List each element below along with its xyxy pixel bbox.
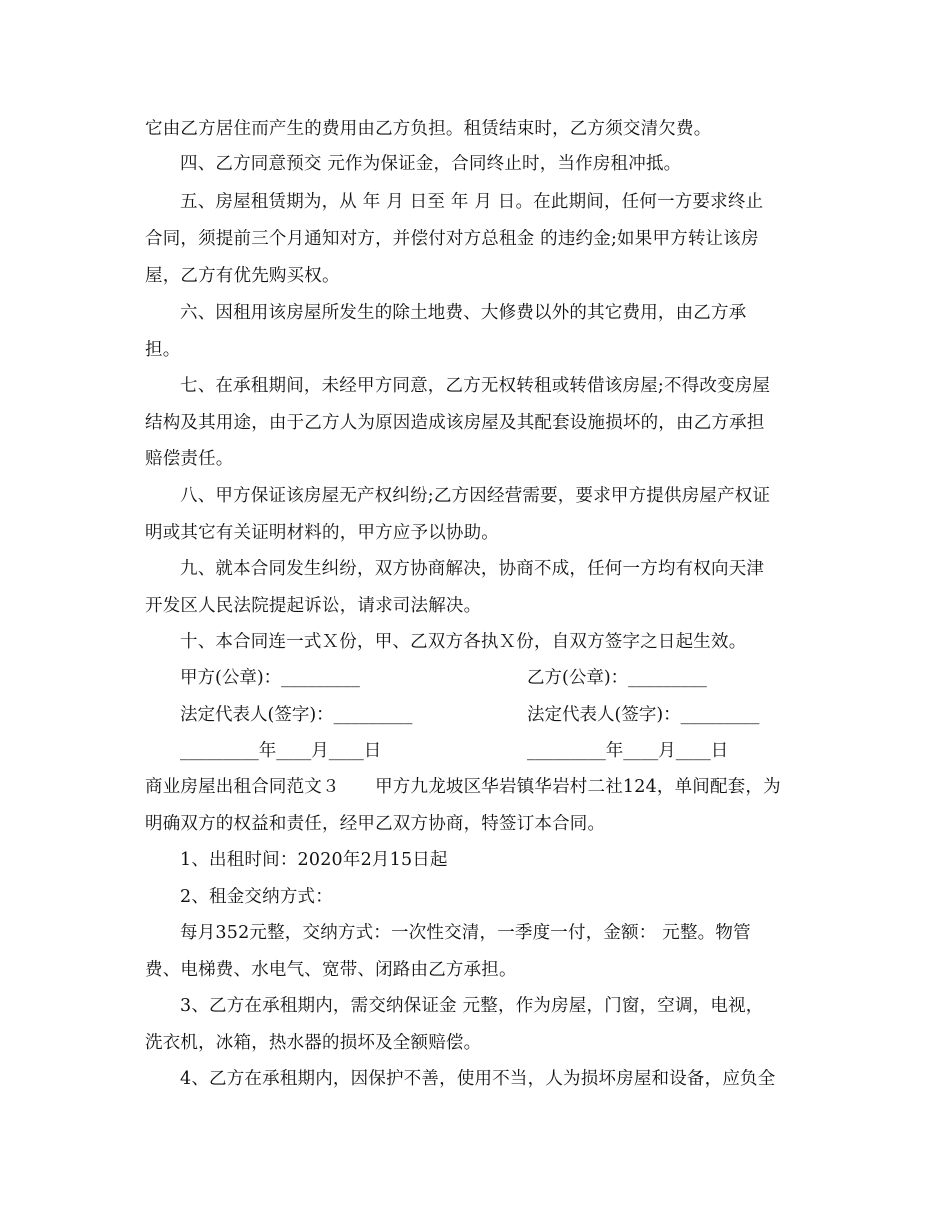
text-line: 1、出租时间：2020年2月15日起 — [180, 850, 448, 870]
text-line: 洗衣机，冰箱，热水器的损坏及全额赔偿。 — [145, 1033, 482, 1053]
party-b-seal: 乙方(公章)：_________ — [527, 668, 707, 688]
text-line: 四、乙方同意预交 元作为保证金，合同终止时，当作房租冲抵。 — [180, 154, 682, 174]
text-line: 明确双方的权益和责任，经甲乙双方协商，特签订本合同。 — [145, 814, 606, 834]
party-a-date: _________年____月____日 — [180, 741, 382, 761]
text-line: 八、甲方保证该房屋无产权纠纷;乙方因经营需要，要求甲方提供房屋产权证 — [180, 486, 771, 506]
text-line: 九、就本合同发生纠纷，双方协商解决，协商不成，任何一方均有权向天津 — [180, 559, 765, 579]
text-line: 屋，乙方有优先购买权。 — [145, 266, 340, 286]
text-line: 担。 — [145, 340, 181, 360]
text-line: 明或其它有关证明材料的，甲方应予以协助。 — [145, 523, 499, 543]
text-line: 每月352元整，交纳方式：一次性交清，一季度一付，金额： 元整。物管 — [180, 923, 751, 943]
text-line: 十、本合同连一式Ｘ份，甲、乙双方各执Ｘ份，自双方签字之日起生效。 — [180, 632, 747, 652]
text-line: 它由乙方居住而产生的费用由乙方负担。租赁结束时，乙方须交清欠费。 — [145, 119, 712, 139]
text-line: 七、在承租期间，未经甲方同意，乙方无权转租或转借该房屋;不得改变房屋 — [180, 376, 771, 396]
text-line: 2、租金交纳方式： — [180, 887, 333, 907]
text-line: 五、房屋租赁期为，从 年 月 日至 年 月 日。在此期间，任何一方要求终止 — [180, 192, 764, 212]
party-a-representative: 法定代表人(签字)：_________ — [180, 705, 413, 725]
party-b-date: _________年____月____日 — [527, 741, 729, 761]
text-line: 结构及其用途，由于乙方人为原因造成该房屋及其配套设施损坏的，由乙方承担 — [145, 413, 765, 433]
text-line: 赔偿责任。 — [145, 449, 234, 469]
text-line: 合同，须提前三个月通知对方，并偿付对方总租金 的违约金;如果甲方转让该房 — [145, 229, 759, 249]
party-b-representative: 法定代表人(签字)：_________ — [527, 705, 760, 725]
text-line: 商业房屋出租合同范文３ 甲方九龙坡区华岩镇华岩村二社124，单间配套，为 — [145, 777, 781, 797]
text-line: 费、电梯费、水电气、宽带、闭路由乙方承担。 — [145, 960, 517, 980]
text-line: 4、乙方在承租期内，因保护不善，使用不当，人为损坏房屋和设备，应负全 — [180, 1069, 776, 1089]
text-line: 六、因租用该房屋所发生的除土地费、大修费以外的其它费用，由乙方承 — [180, 303, 747, 323]
text-line: 3、乙方在承租期内，需交纳保证金 元整，作为房屋，门窗，空调，电视， — [180, 996, 764, 1016]
party-a-seal: 甲方(公章)：_________ — [180, 668, 360, 688]
text-line: 开发区人民法院提起诉讼，请求司法解决。 — [145, 596, 482, 616]
